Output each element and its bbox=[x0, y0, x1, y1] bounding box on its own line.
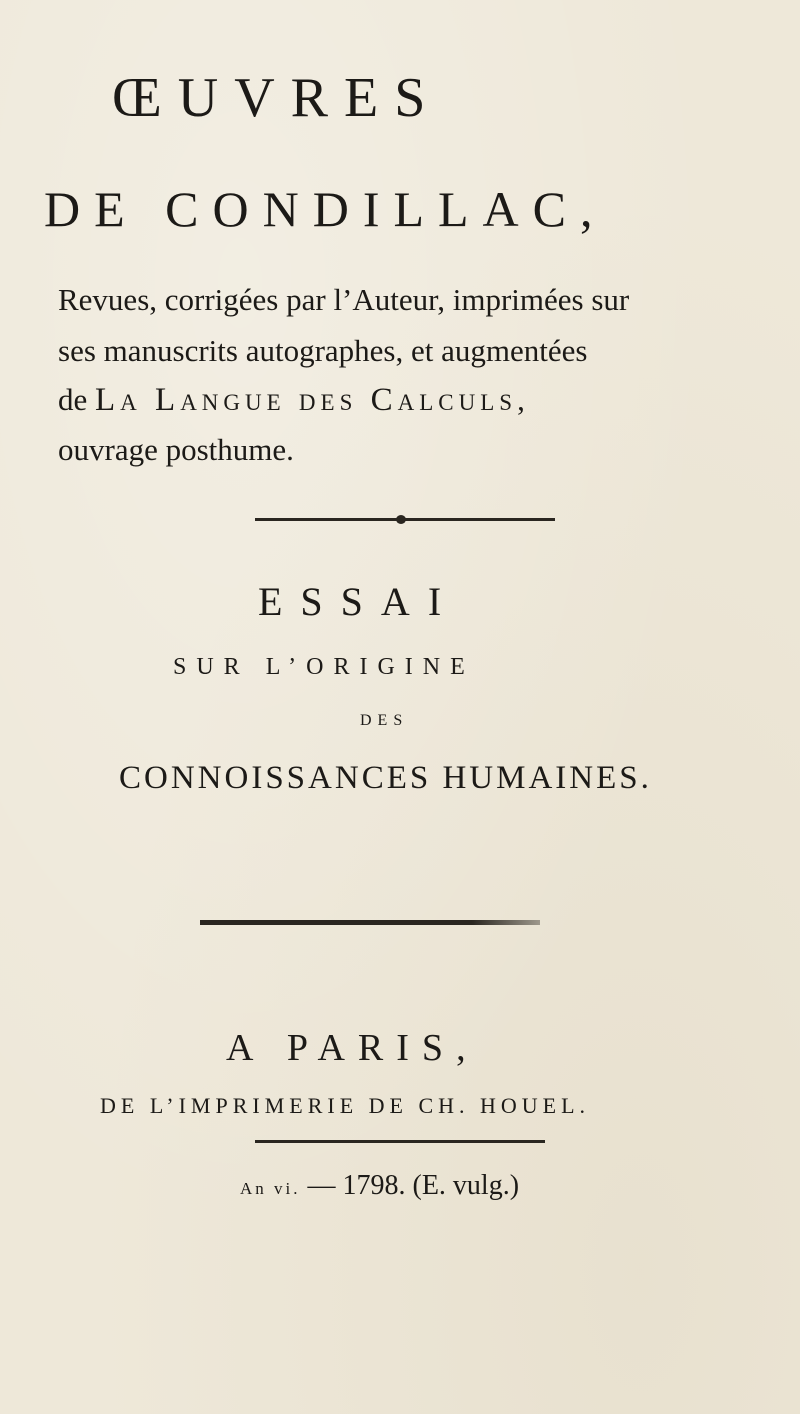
divider-ornament bbox=[396, 515, 406, 524]
essay-subtitle-sur-l-origine: SUR L’ORIGINE bbox=[173, 654, 475, 680]
description-line-2: ses manuscrits autographes, et augmentées bbox=[58, 333, 588, 368]
work-title-langue-des-calculs: La Langue des Calculs bbox=[95, 382, 518, 418]
description-line-3-prefix: de bbox=[58, 382, 88, 417]
description-line-3-suffix: , bbox=[517, 382, 525, 417]
title-author: DE CONDILLAC, bbox=[44, 181, 607, 237]
essay-subtitle-connoissances: CONNOISSANCES HUMAINES. bbox=[119, 760, 652, 796]
imprint-date bbox=[240, 1170, 519, 1202]
imprint-printer: DE L’IMPRIMERIE DE CH. HOUEL. bbox=[100, 1093, 591, 1118]
description-line-4: ouvrage posthume. bbox=[58, 432, 294, 467]
divider-rule-bottom bbox=[255, 1140, 545, 1143]
title-oeuvres: ŒUVRES bbox=[112, 67, 442, 129]
imprint-date-year-common: — 1798. (E. vulg.) bbox=[307, 1170, 520, 1201]
divider-rule-thick bbox=[200, 920, 540, 925]
description-line-1: Revues, corrigées par l’Auteur, imprimées sur bbox=[58, 282, 630, 317]
imprint-date-year-revolutionary: An vi. bbox=[240, 1179, 301, 1198]
essay-title: ESSAI bbox=[258, 579, 460, 624]
imprint-place: A PARIS, bbox=[226, 1027, 479, 1069]
description-line-3 bbox=[58, 382, 525, 419]
essay-subtitle-des: DES bbox=[360, 712, 409, 729]
